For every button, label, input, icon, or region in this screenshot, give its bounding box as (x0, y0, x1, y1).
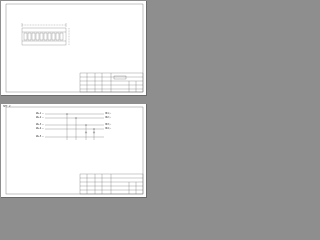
output-label: Ж1 ▷ (105, 111, 112, 115)
output-label: Ж3 ▷ (105, 122, 112, 126)
bus-lines (45, 114, 104, 137)
feeder-branches (67, 114, 96, 141)
input-label: Ин-5 ~ (36, 134, 44, 138)
page-label: SHT 2 (3, 105, 11, 108)
title-block (80, 174, 143, 194)
input-label: Ин-4 ~ (36, 126, 44, 130)
drawing-sheet-2[interactable] (1, 104, 147, 198)
input-label: Ин-1 ~ (36, 111, 44, 115)
schematic-drawing (1, 104, 146, 198)
cabinet-drawing (1, 1, 146, 95)
title-block (80, 73, 143, 92)
input-label: Ин-3 ~ (36, 122, 44, 126)
output-label: Ж4 ▷ (105, 126, 112, 130)
output-label: Ж2 ▷ (105, 115, 112, 119)
input-label: Ин-2 ~ (36, 115, 44, 119)
drawing-sheet-1[interactable] (1, 1, 147, 96)
cabinet-front-view (22, 23, 69, 45)
